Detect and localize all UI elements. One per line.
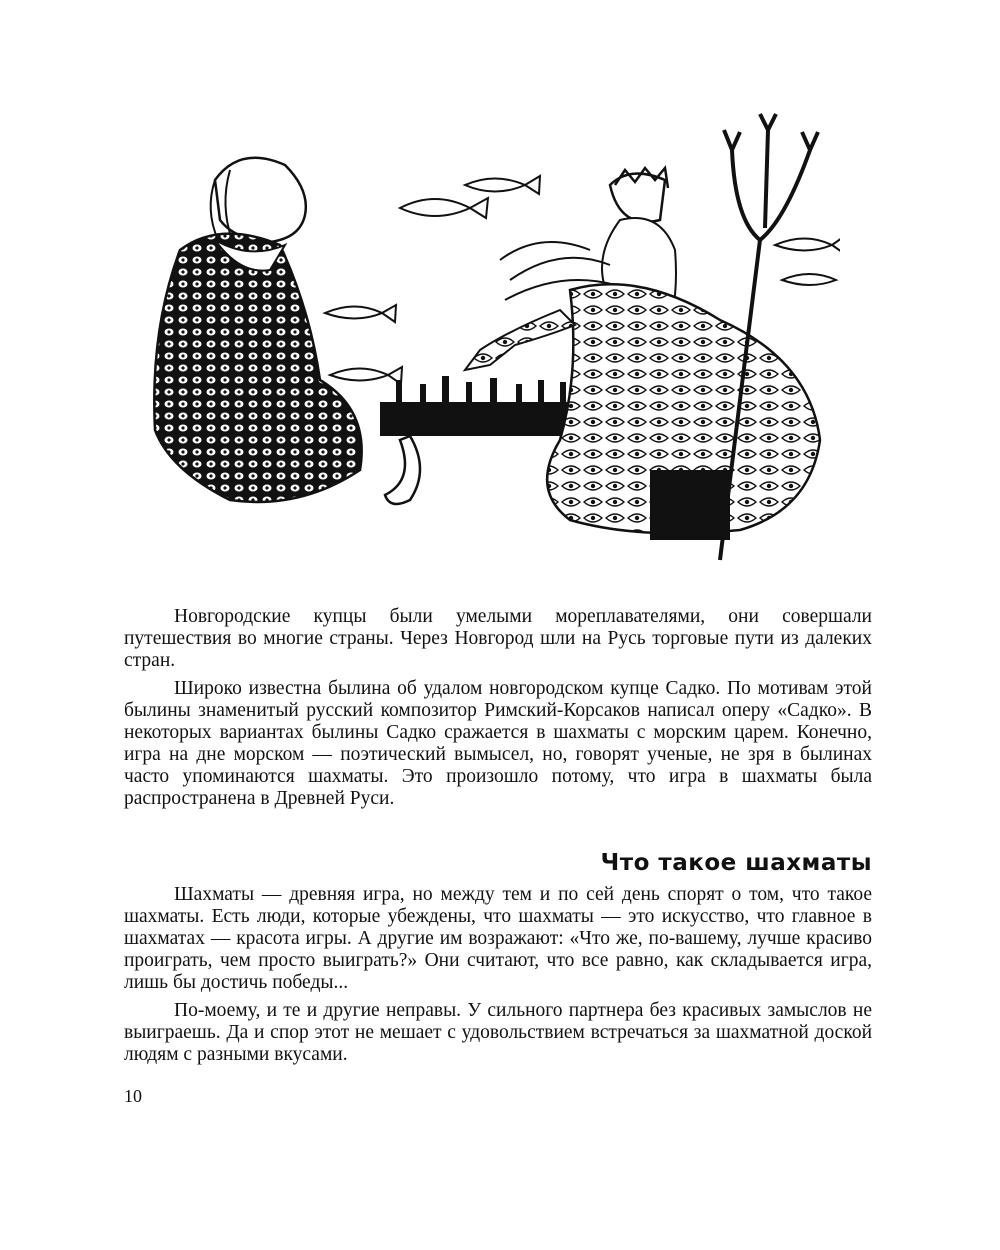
sadko-figure bbox=[154, 158, 361, 502]
paragraph: Шахматы — древняя игра, но между тем и по сей день спорят о том, что такое шахматы. Есть люди, которые убеждены, что шахматы — это искусство, что главное в шахматах — красота игры. А другие им возражают: «Что же, по-вашему, лучше красиво проиграть, чем просто выиграть?» Они считают, что все равно, как складывается игра, лишь бы достичь победы... bbox=[124, 884, 872, 993]
paragraph: Новгородские купцы были умелыми мореплавателями, они совершали путешествия во многие страны. Через Новгород шли на Русь торговые пути из далеких стран. bbox=[124, 606, 872, 671]
intro-text bbox=[124, 606, 872, 816]
paragraph: Широко известна былина об удалом новгородском купце Садко. По мотивам этой былины знаменитый русский композитор Римский-Корсаков написал оперу «Садко». В некоторых вариантах былины Садко сражается в шахматы с морским царем. Конечно, игра на дне морском — поэтический вымысел, но, говорят ученые, не зря в былинах часто упоминаются шахматы. Это произошло потому, что игра в шахматы была распространена в Древней Руси. bbox=[124, 678, 872, 809]
section-heading: Что такое шахматы bbox=[600, 850, 872, 876]
page-number: 10 bbox=[124, 1086, 142, 1106]
main-text bbox=[124, 884, 872, 1072]
paragraph: По-моему, и те и другие неправы. У сильного партнера без красивых замыслов не выиграешь. Да и спор этот не мешает с удовольствием встречаться за шахматной доской людям с разными вкусами. bbox=[124, 1000, 872, 1065]
illustration-sadko-chess bbox=[120, 110, 840, 570]
